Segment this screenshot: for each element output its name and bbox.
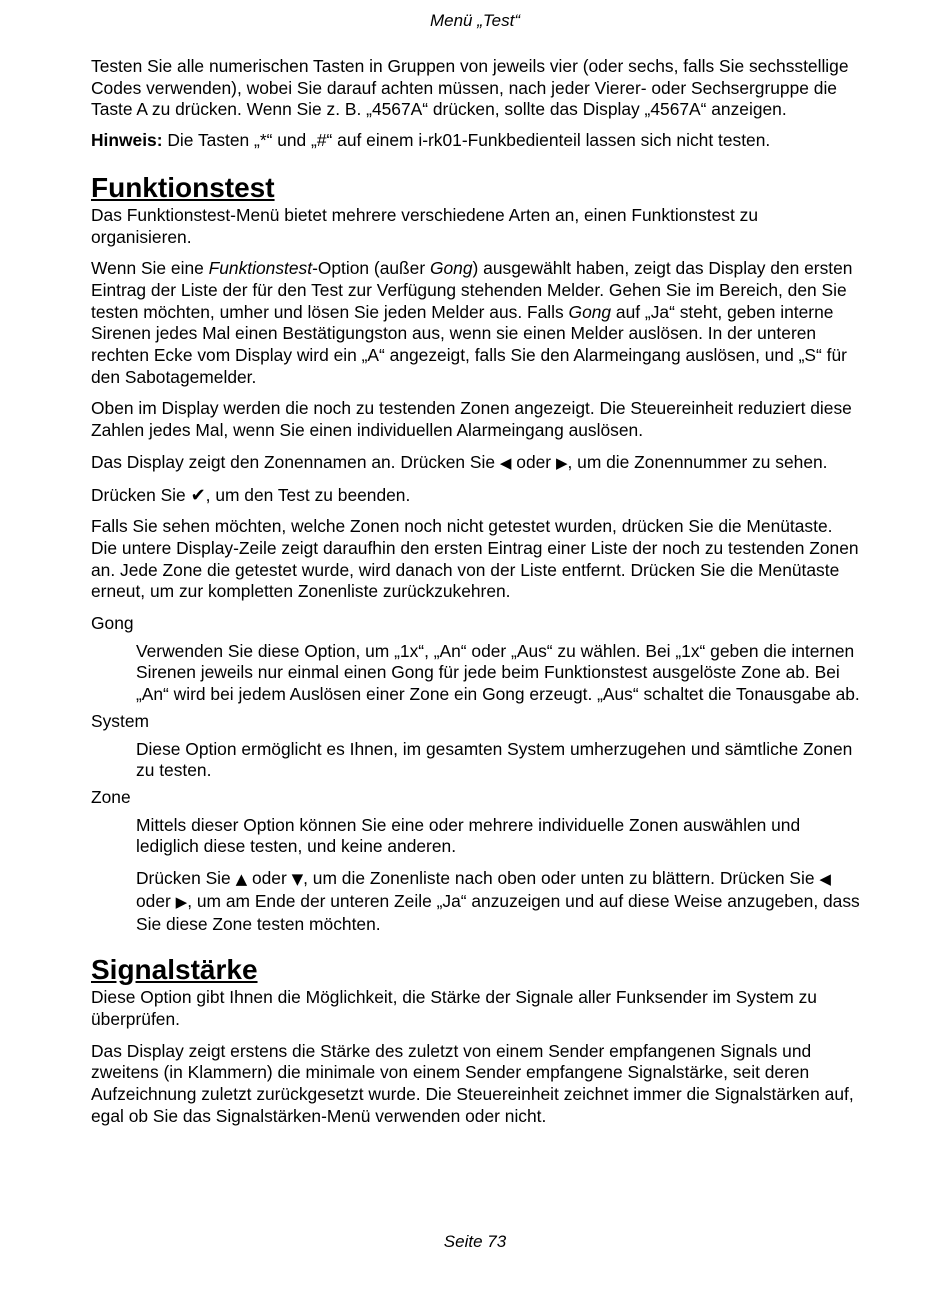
checkmark-icon: ✔ xyxy=(190,484,206,506)
paragraph-signal-display: Das Display zeigt erstens die Stärke des zuletzt von einem Sender empfangenen Signals und zweitens (in Klammern) die minimale von einem Sender empfangene Signalstärke, seit deren Aufzeichnung zuletzt zurückgesetzt wurde. Die Steuereinheit zeichnet immer die Signalstärken auf, egal ob Sie das Signalstärken-Menü verwenden oder nicht. xyxy=(91,1040,854,1126)
paragraph-key-test: Testen Sie alle numerischen Tasten in Gruppen von jeweils vier (oder sechs, falls Sie sechsstellige Codes verwenden), wobei Sie darauf achten müssen, nach jeder Vierer- oder Sechsergruppe die Taste A zu drücken. Wenn Sie z. B. „4567A“ drücken, sollte das Display „4567A“ anzeigen. xyxy=(91,56,849,120)
term-system: System xyxy=(91,710,149,731)
definition-zone-navigation xyxy=(136,868,861,935)
hint-text: Die Tasten „*“ und „#“ auf einem i-rk01-Funkbedienteil lassen sich nicht testen. xyxy=(162,130,771,151)
paragraph-signal-intro: Diese Option gibt Ihnen die Möglichkeit, die Stärke der Signale aller Funksender im System zu überprüfen. xyxy=(91,987,817,1029)
text-run: Drücken Sie xyxy=(91,484,191,505)
hint-label: Hinweis: xyxy=(91,130,163,151)
definition-zone: Mittels dieser Option können Sie eine oder mehrere individuelle Zonen auswählen und lediglich diese testen, und keine anderen. xyxy=(136,814,801,857)
down-arrow-icon: ▼ xyxy=(291,870,304,889)
left-arrow-icon: ◀ xyxy=(499,453,512,472)
document-body xyxy=(91,56,861,1127)
text-run: -Option (außer xyxy=(312,258,430,279)
heading-funktionstest: Funktionstest xyxy=(91,171,275,203)
right-arrow-icon: ▶ xyxy=(555,453,568,472)
paragraph-menu-key: Falls Sie sehen möchten, welche Zonen noch nicht getestet wurden, drücken Sie die Menütaste. Die untere Display-Zeile zeigt daraufhin den ersten Eintrag einer Liste der noch zu testenden Zonen an. Jede Zone die getestet wurde, wird danach von der Liste entfernt. Drücken Sie die Menütaste erneut, um zur kompletten Zonenliste zurückzukehren. xyxy=(91,516,859,602)
page-number: Seite 73 xyxy=(443,1232,507,1251)
text-run: , um die Zonennummer zu sehen. xyxy=(567,451,828,472)
text-run-italic: Gong xyxy=(568,301,612,322)
paragraph-end-test xyxy=(91,485,861,507)
paragraph-funktionstest-option xyxy=(91,258,861,388)
up-arrow-icon: ▲ xyxy=(235,870,248,889)
text-run-italic: Funktionstest xyxy=(208,258,313,279)
text-run: oder xyxy=(136,890,176,911)
definition-gong: Verwenden Sie diese Option, um „1x“, „An“ oder „Aus“ zu wählen. Bei „1x“ geben die internen Sirenen jeweils nur einmal einen Gong für jede beim Funktionstest ausgelöste Zone ab. Bei „An“ wird bei jedem Auslösen einer Zone ein Gong erzeugt. „Aus“ schaltet die Tonausgabe ab. xyxy=(136,640,860,705)
text-run: ) ausgewählt haben, zeigt das Display den ersten Eintrag der Liste der für den Test zur Verfügung stehenden Melder. Gehen Sie im Bereich, den Sie testen möchten, umher und lösen Sie jeden Melder aus. Falls xyxy=(91,258,853,322)
text-run: Wenn Sie eine xyxy=(91,258,209,279)
text-run: Drücken Sie xyxy=(136,868,236,889)
heading-signalstaerke: Signalstärke xyxy=(91,954,258,986)
text-run: oder xyxy=(247,868,292,889)
definition-system: Diese Option ermöglicht es Ihnen, im gesamten System umherzugehen und sämtliche Zonen zu testen. xyxy=(136,738,853,781)
text-run: , um den Test zu beenden. xyxy=(205,484,411,505)
text-run: , um die Zonenliste nach oben oder unten zu blättern. Drücken Sie xyxy=(303,868,820,889)
left-arrow-icon: ◀ xyxy=(819,870,831,889)
paragraph-zone-name xyxy=(91,452,861,475)
text-run: Das Display zeigt den Zonennamen an. Drücken Sie xyxy=(91,451,500,472)
text-run: auf „Ja“ steht, geben interne Sirenen jedes Mal einen Bestätigungston aus, wenn sie einen Melder auslösen. In der unteren rechten Ecke vom Display wird ein „A“ angezeigt, falls Sie den Alarmeingang auslösen, und „S“ für den Sabotagemelder. xyxy=(91,301,847,387)
right-arrow-icon: ▶ xyxy=(175,892,188,911)
hint-paragraph xyxy=(91,130,861,152)
text-run-italic: Gong xyxy=(429,258,473,279)
text-run: oder xyxy=(511,451,556,472)
page-header: Menü „Test“ xyxy=(429,11,521,30)
paragraph-funktionstest-intro: Das Funktionstest-Menü bietet mehrere verschiedene Arten an, einen Funktionstest zu organisieren. xyxy=(91,204,759,247)
paragraph-zones-display: Oben im Display werden die noch zu testenden Zonen angezeigt. Die Steuereinheit reduziert diese Zahlen jedes Mal, wenn Sie einen individuellen Alarmeingang auslösen. xyxy=(91,398,852,441)
term-zone: Zone xyxy=(91,786,131,807)
term-gong: Gong xyxy=(91,613,134,634)
text-run: , um am Ende der unteren Zeile „Ja“ anzuzeigen und auf diese Weise anzugeben, dass Sie diese Zone testen möchten. xyxy=(136,890,860,934)
